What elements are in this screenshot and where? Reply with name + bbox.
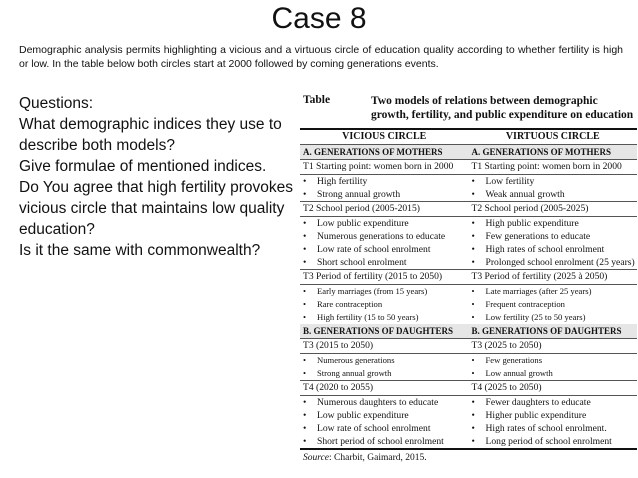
- period-header-right: T2 School period (2005-2025): [471, 203, 589, 214]
- bullet-icon: •: [471, 410, 475, 421]
- period-header-row: [300, 270, 637, 284]
- table-row: [300, 422, 637, 435]
- table-group: [300, 338, 637, 380]
- cell-text: High fertility: [317, 176, 368, 187]
- table-group: [300, 380, 637, 448]
- virtuous-cell: [469, 285, 638, 298]
- section-label-right: A. GENERATIONS OF MOTHERS: [471, 147, 612, 157]
- cell-text: Prolonged school enrolment (25 years): [485, 257, 635, 268]
- table-group: [300, 269, 637, 324]
- cell-text: Low fertility: [485, 176, 535, 187]
- cell-text: Numerous generations to educate: [317, 231, 446, 242]
- table-group: [300, 159, 637, 201]
- intro-paragraph: Demographic analysis permits highlighting a vicious and a virtuous circle of education quality according to whether fertility is high or low. In the table below both circles start at 2000 followed by coming generations events.: [19, 44, 623, 70]
- cell-text: Low rate of school enrolment: [317, 423, 431, 434]
- vicious-cell: [300, 298, 469, 311]
- virtuous-cell: [469, 188, 638, 201]
- vicious-cell: [300, 396, 469, 409]
- table-header: [300, 94, 637, 128]
- table-label: Table: [303, 94, 331, 106]
- virtuous-cell: [469, 422, 638, 435]
- source-text: : Charbit, Gaimard, 2015.: [329, 453, 427, 463]
- vicious-cell: [300, 243, 469, 256]
- bullet-icon: •: [303, 410, 307, 421]
- period-header-right: T1 Starting point: women born in 2000: [471, 161, 622, 172]
- bullet-icon: •: [303, 355, 307, 365]
- section-label-left: B. GENERATIONS OF DAUGHTERS: [303, 326, 454, 336]
- slide-title: Case 8: [271, 2, 367, 35]
- cell-text: Numerous generations: [317, 355, 395, 365]
- bullet-icon: •: [303, 189, 307, 200]
- virtuous-cell: [469, 409, 638, 422]
- cell-text: Rare contraception: [317, 299, 383, 309]
- table-row: [300, 217, 637, 230]
- cell-text: High rates of school enrolment: [485, 244, 605, 255]
- virtuous-cell: [469, 230, 638, 243]
- virtuous-cell: [469, 298, 638, 311]
- vicious-cell: [300, 285, 469, 298]
- virtuous-cell: [469, 217, 638, 230]
- virtuous-cell: [469, 396, 638, 409]
- cell-text: Short school enrolment: [317, 257, 407, 268]
- vicious-cell: [300, 217, 469, 230]
- bullet-icon: •: [303, 257, 307, 268]
- cell-text: Low fertility (25 to 50 years): [485, 312, 586, 322]
- table-row: [300, 396, 637, 409]
- bullet-icon: •: [471, 423, 475, 434]
- cell-text: Low rate of school enrolment: [317, 244, 431, 255]
- cell-text: Early marriages (from 15 years): [317, 286, 428, 296]
- bullet-icon: •: [471, 368, 475, 378]
- bullet-icon: •: [303, 218, 307, 229]
- cell-text: High fertility (15 to 50 years): [317, 312, 419, 322]
- bullet-icon: •: [471, 257, 475, 268]
- question-line: vicious circle that maintains low quality: [19, 200, 285, 217]
- source-label: Source: [303, 453, 330, 463]
- period-header-row: [300, 339, 637, 353]
- bullet-icon: •: [471, 436, 475, 447]
- virtuous-cell: [469, 311, 638, 324]
- table-row: [300, 311, 637, 324]
- table-source: [300, 453, 637, 463]
- cell-text: Weak annual growth: [485, 189, 565, 200]
- table-row: [300, 435, 637, 448]
- cell-text: Low annual growth: [485, 368, 553, 378]
- bullet-icon: •: [303, 286, 307, 296]
- column-headers: [300, 130, 637, 144]
- period-header-left: T3 Period of fertility (2015 to 2050): [303, 271, 443, 282]
- question-line: Do You agree that high fertility provokes: [19, 179, 294, 196]
- cell-text: Few generations to educate: [485, 231, 591, 242]
- bullet-icon: •: [471, 176, 475, 187]
- table-row: [300, 409, 637, 422]
- virtuous-cell: [469, 175, 638, 188]
- table-row: [300, 298, 637, 311]
- vicious-cell: [300, 188, 469, 201]
- table-row: [300, 188, 637, 201]
- period-header-left: T3 (2015 to 2050): [303, 340, 374, 351]
- bullet-icon: •: [303, 244, 307, 255]
- bullet-icon: •: [471, 231, 475, 242]
- question-line: describe both models?: [19, 137, 175, 154]
- period-header-left: T2 School period (2005-2015): [303, 203, 420, 214]
- bullet-icon: •: [303, 231, 307, 242]
- virtuous-cell: [469, 435, 638, 448]
- vicious-cell: [300, 175, 469, 188]
- questions-block: [19, 93, 294, 261]
- bullet-icon: •: [471, 312, 475, 322]
- bullet-icon: •: [303, 176, 307, 187]
- table-rule: [300, 448, 637, 450]
- column-header-virtuous: VIRTUOUS CIRCLE: [505, 131, 600, 142]
- period-header-right: T3 (2025 to 2050): [471, 340, 542, 351]
- vicious-cell: [300, 409, 469, 422]
- bullet-icon: •: [303, 423, 307, 434]
- questions-heading: Questions:: [19, 95, 94, 112]
- bullet-icon: •: [471, 286, 475, 296]
- bullet-icon: •: [471, 299, 475, 309]
- cell-text: Numerous daughters to educate: [317, 397, 439, 408]
- vicious-cell: [300, 367, 469, 380]
- cell-text: High rates of school enrolment.: [485, 423, 607, 434]
- bullet-icon: •: [471, 189, 475, 200]
- table-row: [300, 256, 637, 269]
- section-band-daughters: [300, 324, 637, 338]
- period-header-row: [300, 160, 637, 174]
- virtuous-cell: [469, 243, 638, 256]
- cell-text: Late marriages (after 25 years): [485, 286, 592, 296]
- vicious-cell: [300, 422, 469, 435]
- period-header-right: T3 Period of fertility (2025 à 2050): [471, 271, 608, 282]
- period-header-left: T1 Starting point: women born in 2000: [303, 161, 454, 172]
- bullet-icon: •: [303, 368, 307, 378]
- question-line: What demographic indices they use to: [19, 116, 282, 133]
- bullet-icon: •: [303, 397, 307, 408]
- question-line: Give formulae of mentioned indices.: [19, 158, 267, 175]
- cell-text: Short period of school enrolment: [317, 436, 444, 447]
- vicious-cell: [300, 435, 469, 448]
- bullet-icon: •: [471, 397, 475, 408]
- cell-text: Strong annual growth: [317, 368, 392, 378]
- table-group: [300, 201, 637, 269]
- question-line: education?: [19, 221, 95, 238]
- bullet-icon: •: [303, 299, 307, 309]
- cell-text: Strong annual growth: [317, 189, 401, 200]
- virtuous-cell: [469, 256, 638, 269]
- cell-text: High public expenditure: [485, 218, 579, 229]
- cell-text: Few generations: [485, 355, 543, 365]
- column-header-vicious: VICIOUS CIRCLE: [342, 131, 427, 142]
- cell-text: Frequent contraception: [485, 299, 565, 309]
- section-label-left: A. GENERATIONS OF MOTHERS: [303, 147, 443, 157]
- question-line: Is it the same with commonwealth?: [19, 242, 261, 259]
- vicious-cell: [300, 230, 469, 243]
- table-row: [300, 367, 637, 380]
- bullet-icon: •: [303, 312, 307, 322]
- vicious-cell: [300, 311, 469, 324]
- comparison-table: [300, 94, 637, 463]
- bullet-icon: •: [471, 244, 475, 255]
- cell-text: Low public expenditure: [317, 218, 409, 229]
- bullet-icon: •: [471, 355, 475, 365]
- section-label-right: B. GENERATIONS OF DAUGHTERS: [471, 326, 622, 336]
- period-header-row: [300, 381, 637, 395]
- table-row: [300, 230, 637, 243]
- table-row: [300, 354, 637, 367]
- table-row: [300, 243, 637, 256]
- cell-text: Higher public expenditure: [485, 410, 587, 421]
- section-band-mothers: [300, 145, 637, 159]
- cell-text: Long period of school enrolment: [485, 436, 612, 447]
- vicious-cell: [300, 256, 469, 269]
- cell-text: Low public expenditure: [317, 410, 409, 421]
- bullet-icon: •: [471, 218, 475, 229]
- table-caption: Two models of relations between demographic growth, fertility, and public expenditure on education: [371, 95, 634, 121]
- period-header-left: T4 (2020 to 2055): [303, 382, 374, 393]
- table-row: [300, 285, 637, 298]
- vicious-cell: [300, 354, 469, 367]
- period-header-row: [300, 202, 637, 216]
- virtuous-cell: [469, 367, 638, 380]
- period-header-right: T4 (2025 to 2050): [471, 382, 542, 393]
- virtuous-cell: [469, 354, 638, 367]
- cell-text: Fewer daughters to educate: [485, 397, 591, 408]
- table-row: [300, 175, 637, 188]
- bullet-icon: •: [303, 436, 307, 447]
